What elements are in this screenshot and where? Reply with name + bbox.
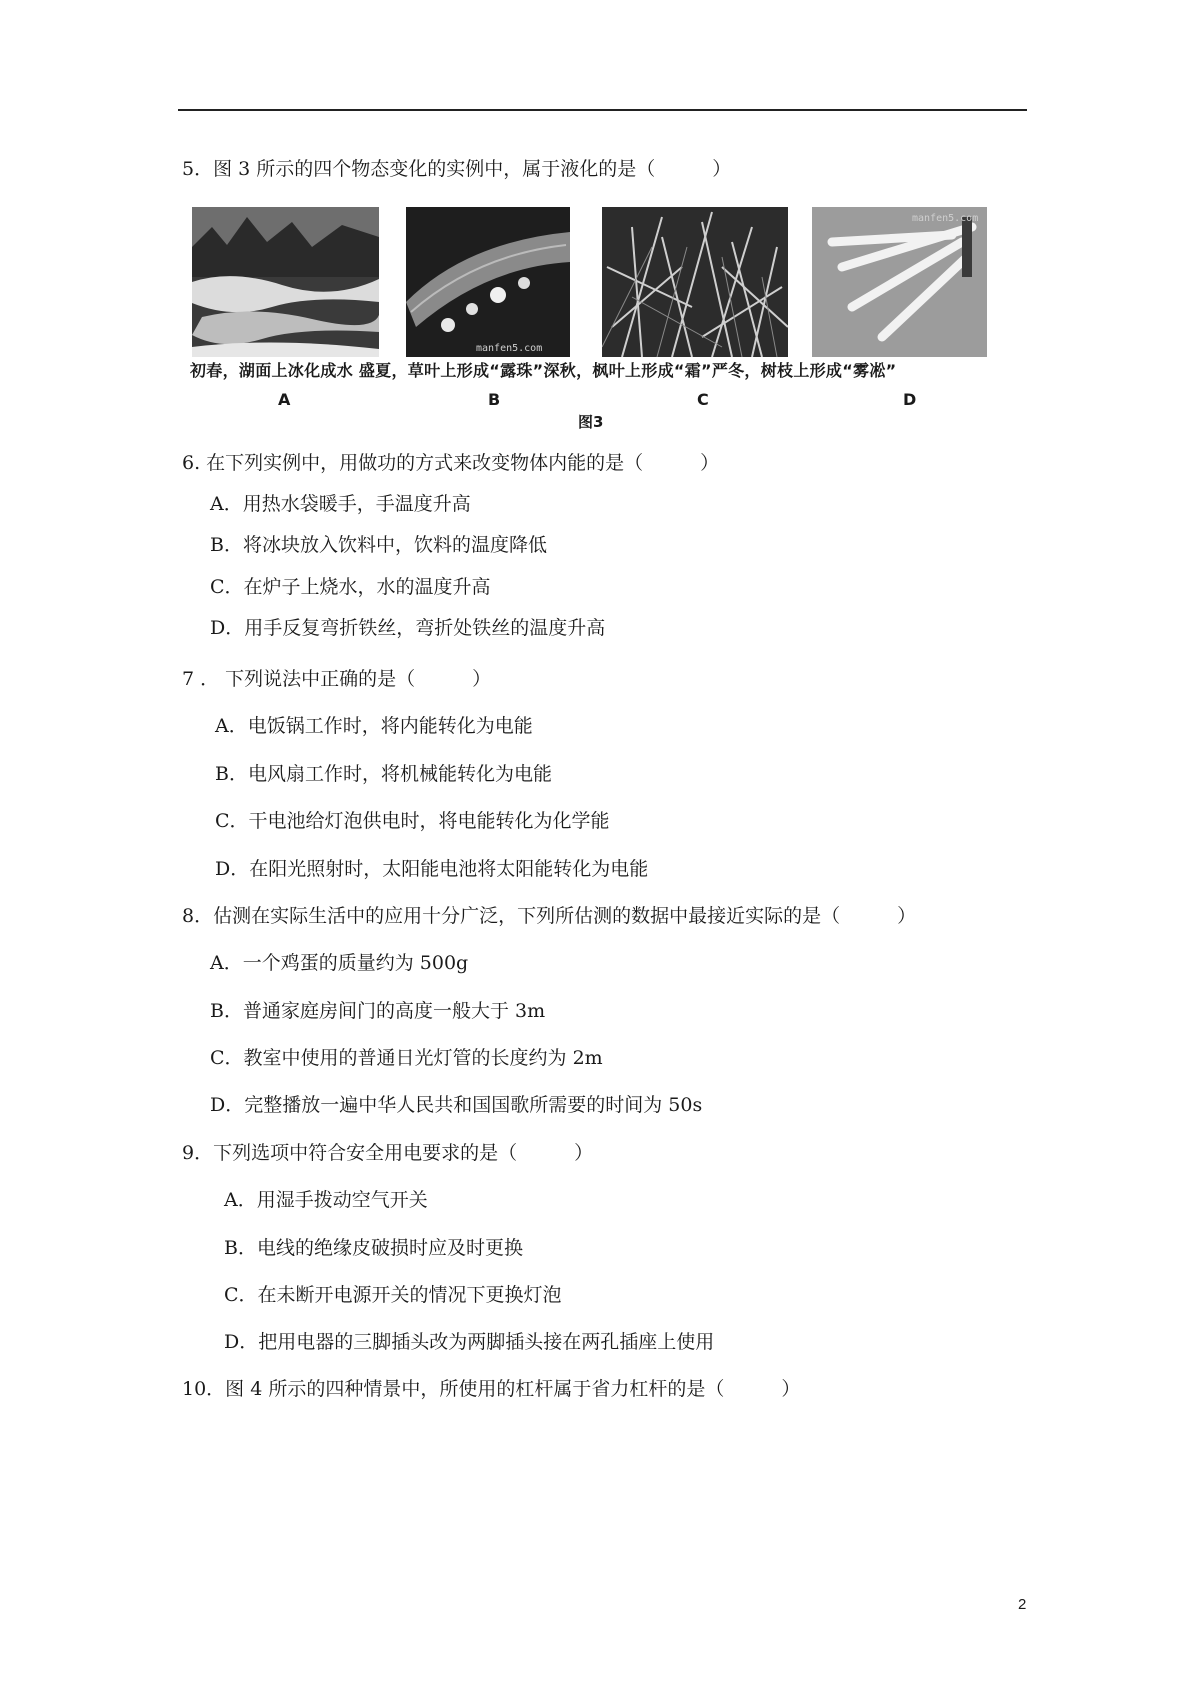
q5-stem: 5．图 3 所示的四个物态变化的实例中，属于液化的是（ ）	[182, 158, 732, 180]
q7-option-d: D．在阳光照射时，太阳能电池将太阳能转化为电能	[215, 858, 649, 880]
q6-stem: 6. 在下列实例中，用做功的方式来改变物体内能的是（ ）	[182, 452, 720, 474]
q7-option-a: A．电饭锅工作时，将内能转化为电能	[215, 715, 533, 737]
photo-a-melting-lake	[192, 207, 379, 357]
svg-text:manfen5.com: manfen5.com	[912, 213, 979, 224]
q7-option-b: B．电风扇工作时，将机械能转化为电能	[215, 763, 552, 785]
page-number: 2	[1018, 1596, 1027, 1613]
q6-option-d: D．用手反复弯折铁丝，弯折处铁丝的温度升高	[210, 617, 606, 639]
q8-stem: 8．估测在实际生活中的应用十分广泛，下列所估测的数据中最接近实际的是（ ）	[182, 905, 917, 927]
q8-option-b: B．普通家庭房间门的高度一般大于 3m	[210, 1000, 546, 1022]
photo-label-a: A	[278, 390, 291, 409]
q9-option-d: D．把用电器的三脚插头改为两脚插头接在两孔插座上使用	[224, 1331, 715, 1353]
photo-b-dew-drops	[406, 207, 570, 357]
q9-option-b: B．电线的绝缘皮破损时应及时更换	[224, 1237, 523, 1259]
q6-option-b: B．将冰块放入饮料中，饮料的温度降低	[210, 534, 547, 556]
q9-stem: 9．下列选项中符合安全用电要求的是（ ）	[182, 1142, 594, 1164]
q8-option-c: C．教室中使用的普通日光灯管的长度约为 2m	[210, 1047, 603, 1069]
q9-option-c: C．在未断开电源开关的情况下更换灯泡	[224, 1284, 562, 1306]
q10-stem: 10．图 4 所示的四种情景中，所使用的杠杆属于省力杠杆的是（ ）	[182, 1378, 801, 1400]
q6-option-c: C．在炉子上烧水，水的温度升高	[210, 576, 491, 598]
header-rule	[178, 109, 1027, 111]
q7-option-c: C．干电池给灯泡供电时，将电能转化为化学能	[215, 810, 610, 832]
q6-option-a: A．用热水袋暖手，手温度升高	[210, 493, 471, 515]
q7-stem: 7 ． 下列说法中正确的是（ ）	[182, 668, 492, 690]
photo-c-frost-grass	[602, 207, 788, 357]
photo-label-d: D	[903, 390, 917, 409]
q8-option-d: D．完整播放一遍中华人民共和国国歌所需要的时间为 50s	[210, 1094, 703, 1116]
figure-3-title: 图3	[578, 413, 604, 431]
q9-option-a: A．用湿手拨动空气开关	[224, 1189, 428, 1211]
figure-3-captions: 初春，湖面上冰化成水 盛夏，草叶上形成“露珠”深秋，枫叶上形成“霜”严冬，树枝上形成“雾凇”	[190, 361, 897, 380]
q8-option-a: A．一个鸡蛋的质量约为 500g	[210, 952, 469, 974]
svg-text:manfen5.com: manfen5.com	[476, 343, 543, 354]
photo-d-rime-branch	[812, 207, 987, 357]
photo-label-b: B	[488, 390, 501, 409]
photo-label-c: C	[697, 390, 709, 409]
